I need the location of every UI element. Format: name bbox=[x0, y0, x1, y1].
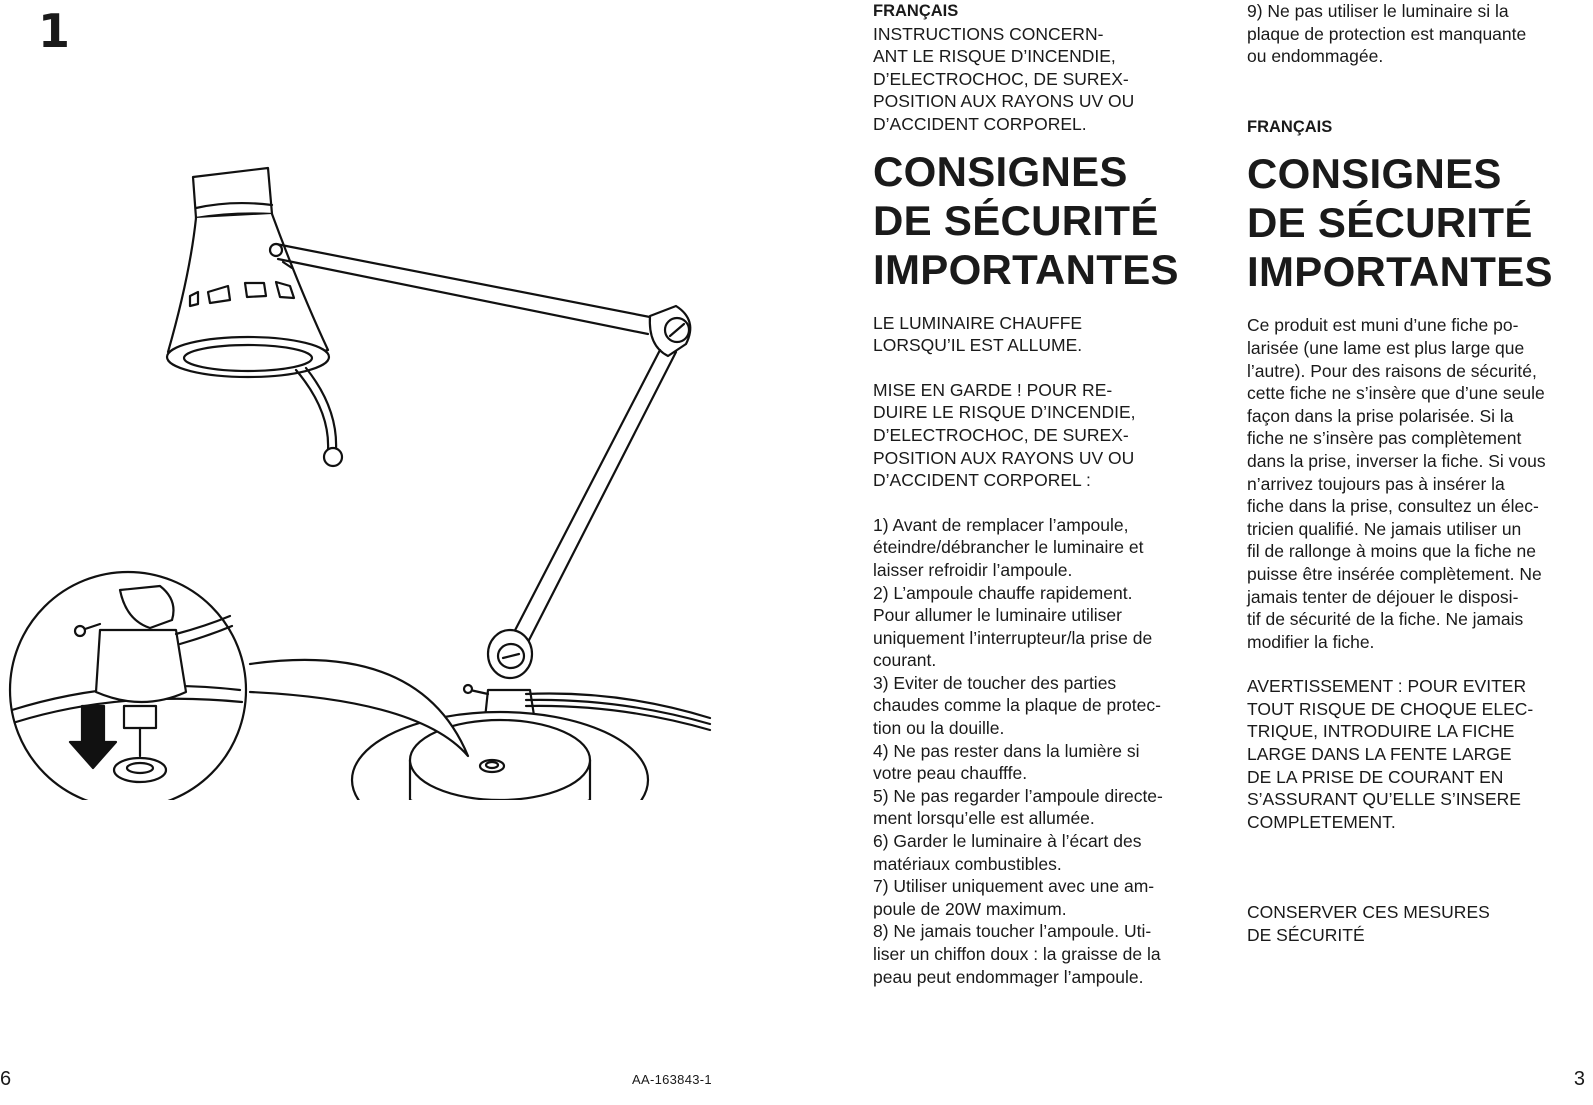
lamp-base bbox=[352, 712, 648, 800]
step-number: 1 bbox=[38, 4, 71, 58]
intro-text: INSTRUCTIONS CONCERN- ANT LE RISQUE D’INCENDIE, D’ELECTROCHOC, DE SUREX- POSITION AUX RAYONS UV OU D’ACCIDENT CORPOREL. bbox=[873, 23, 1135, 134]
list-item: 3) Eviter de toucher des parties chaudes comme la plaque de protec- tion ou la douille. bbox=[873, 672, 1161, 739]
list-item: 4) Ne pas rester dans la lumière si votre peau chaufffe. bbox=[873, 740, 1140, 784]
left-text-column bbox=[873, 0, 1218, 988]
page-number-right: 3 bbox=[1573, 1068, 1585, 1090]
safety-title: CONSIGNES DE SÉCURITÉ IMPORTANTES bbox=[873, 147, 1179, 293]
hot-notice: LE LUMINAIRE CHAUFFE LORSQU’IL EST ALLUME. bbox=[873, 312, 1083, 356]
lamp-shade bbox=[167, 168, 329, 377]
list-item: 2) L’ampoule chauffe rapidement. Pour allumer le luminaire utiliser uniquement l’interrupteur/la prise de courant. bbox=[873, 582, 1153, 671]
list-item: 9) Ne pas utiliser le luminaire si la plaque de protection est manquante ou endommagée. bbox=[1247, 1, 1527, 67]
keep-instructions: CONSERVER CES MESURES DE SÉCURITÉ bbox=[1247, 902, 1490, 946]
upper-arm bbox=[270, 244, 655, 334]
elbow-joint bbox=[650, 306, 690, 356]
lamp-illustration bbox=[0, 150, 730, 800]
list-item: 7) Utiliser uniquement avec une am- poule de 20W maximum. bbox=[873, 876, 1155, 919]
polarized-plug-text: Ce produit est muni d’une fiche po- larisée (une lame est plus large que l’autre). Pour des raisons de sécurité, cette fiche ne s’insère que d’une seule façon dans la prise polarisée. Si la fiche ne s’insère pas complètement dans la prise, inverser la fiche. Si vous n’arrivez toujours pas à insérer la fiche dans la prise, consultez un élec- tricien qualifié. Ne jamais utiliser un fil de rallonge à moins que la fiche ne puisse être insérée complètement. Ne jamais tenter de déjouer le disposi- tif de sécurité de la fiche. Ne jamais modifier la fiche. bbox=[1247, 315, 1546, 652]
right-text-column bbox=[1247, 0, 1593, 947]
caution-text: AVERTISSEMENT : POUR EVITER TOUT RISQUE DE CHOQUE ELEC- TRIQUE, INTRODUIRE LA FICHE LARGE DANS LA FENTE LARGE DE LA PRISE DE COURANT EN S’ASSURANT QU’ELLE S’INSERE COMPLETEMENT. bbox=[1247, 676, 1534, 832]
detail-circle bbox=[10, 572, 246, 800]
language-label: FRANÇAIS bbox=[1247, 117, 1333, 136]
language-label: FRANÇAIS bbox=[873, 2, 959, 20]
list-item: 6) Garder le luminaire à l’écart des matériaux combustibles. bbox=[873, 831, 1142, 874]
list-item: 8) Ne jamais toucher l’ampoule. Uti- liser un chiffon doux : la graisse de la peau peut endommager l’ampoule. bbox=[873, 921, 1161, 987]
safety-title: CONSIGNES DE SÉCURITÉ IMPORTANTES bbox=[1247, 150, 1553, 296]
lamp-cord bbox=[296, 368, 342, 466]
list-item: 1) Avant de remplacer l’ampoule, éteindre/débrancher le luminaire et laisser refroidir l’ampoule. bbox=[873, 514, 1144, 580]
list-item: 5) Ne pas regarder l’ampoule directe- ment lorsqu’elle est allumée. bbox=[873, 785, 1163, 829]
warning-text: MISE EN GARDE ! POUR RE- DUIRE LE RISQUE D’INCENDIE, D’ELECTROCHOC, DE SUREX- POSITION AUX RAYONS UV OU D’ACCIDENT CORPOREL : bbox=[873, 379, 1136, 491]
lower-arm bbox=[510, 350, 676, 646]
document-code: AA-163843-1 bbox=[632, 1072, 712, 1087]
page-number-left: 6 bbox=[0, 1068, 12, 1090]
